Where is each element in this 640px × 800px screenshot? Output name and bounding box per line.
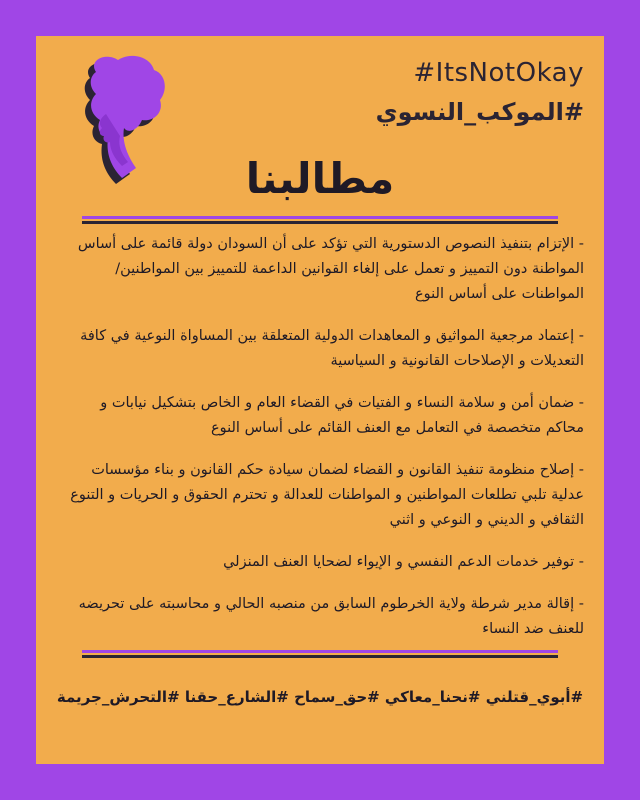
list-item: [62, 592, 584, 642]
bottom-hashtags: #أبوي_قتلني #نحنا_معاكي #حق_سماح #الشارع_حقنا #التحرش_جريمة: [56, 688, 584, 706]
list-item: [62, 550, 584, 575]
demand-text: - ضمان أمن و سلامة النساء و الفتيات في القضاء العام و الخاص بتشكيل نيابات و محاكم متخصصة في التعامل مع العنف القائم على أساس النوع: [100, 395, 584, 436]
demand-text: - إصلاح منظومة تنفيذ القانون و القضاء لضمان سيادة حكم القانون و بناء مؤسسات عدلية تلبي تطلعات المواطنين و المواطنات للعدالة و تحترم الحقوق و الحريات و التنوع الثقافي و الديني و النوعي و اثني: [70, 462, 584, 528]
hashtag-arabic: #الموكب_النسوي: [375, 98, 584, 126]
page-title: مطالبنا: [245, 154, 395, 203]
demand-text: - إقالة مدير شرطة ولاية الخرطوم السابق من منصبه الحالي و محاسبته على تحريضه للعنف ضد النساء: [78, 596, 584, 637]
demands-list: [62, 232, 584, 659]
poster-card: [36, 36, 604, 764]
divider-top: [82, 216, 558, 220]
list-item: [62, 391, 584, 441]
list-item: [62, 324, 584, 374]
hashtag-english: #ItsNotOkay: [413, 58, 584, 88]
demand-text: - الإتزام بتنفيذ النصوص الدستورية التي تؤكد على أن السودان دولة قائمة على أساس المواطنة دون التمييز و تعمل على إلغاء القوانين الداعمة للتمييز بين المواطنين/المواطنات على أساس النوع: [77, 236, 584, 302]
demand-text: - توفير خدمات الدعم النفسي و الإيواء لضحايا العنف المنزلي: [223, 554, 584, 570]
list-item: [62, 458, 584, 533]
demand-text: - إعتماد مرجعية المواثيق و المعاهدات الدولية المتعلقة بين المساواة النوعية في كافة التعديلات و الإصلاحات القانونية و السياسية: [80, 328, 584, 369]
divider-bottom: [82, 650, 558, 654]
list-item: [62, 232, 584, 307]
